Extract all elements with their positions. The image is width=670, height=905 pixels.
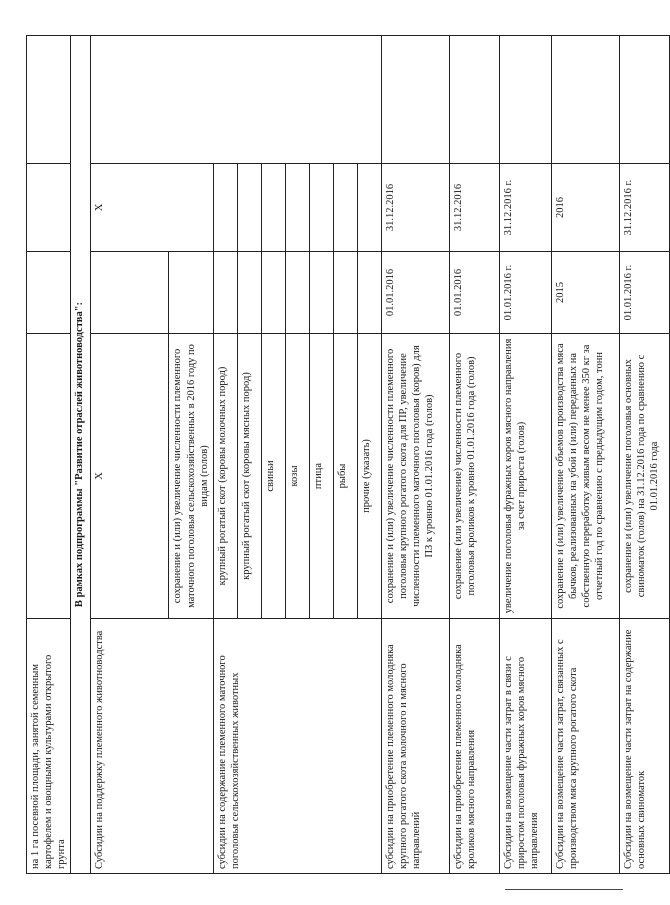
- row-end: 2016: [551, 164, 619, 252]
- row-label: субсидии на приобретение племенного молодняка крупного рогатого скота молочного и мясного направлений: [381, 619, 449, 874]
- row-indicator: сохранение (или увеличение) численности племенного поголовья кроликов к уровню 01.01.2016 года (голов): [449, 334, 499, 619]
- row-start: 2015: [551, 252, 619, 334]
- kind-end: [285, 164, 309, 252]
- breeding-start: [169, 252, 213, 334]
- kind-start: [237, 252, 261, 334]
- row-start: 01.01.2016: [381, 252, 449, 334]
- table-row: [449, 36, 499, 874]
- kind-start: [333, 252, 357, 334]
- support-label: Субсидии на поддержку племенного животноводства: [91, 619, 213, 874]
- row-end: 31.12.2016 г.: [499, 164, 551, 252]
- row-start: 01.01.2016: [449, 252, 499, 334]
- row-start: 01.01.2016 г.: [619, 252, 669, 334]
- subsidy-table: [26, 35, 670, 874]
- table-row-top: [27, 36, 71, 874]
- table-row-support: [91, 36, 169, 874]
- kind-end: [333, 164, 357, 252]
- table-row: [619, 36, 669, 874]
- kind-end: [213, 164, 237, 252]
- blank-column: [91, 36, 381, 164]
- row-extra: [499, 36, 551, 164]
- kind-start: [261, 252, 285, 334]
- row-extra: [551, 36, 619, 164]
- kind-start: [285, 252, 309, 334]
- top-row-end: [27, 164, 71, 252]
- row-end: 31.12.2016 г.: [619, 164, 669, 252]
- row-indicator: сохранение и (или) увеличение поголовья основных свиноматок (голов) на 31.12.2016 года по сравнению с 01.01.2016 года: [619, 334, 669, 619]
- kind-label: козы: [285, 334, 309, 619]
- table-row: [499, 36, 551, 874]
- table-row: [381, 36, 449, 874]
- row-indicator: увеличение поголовья фуражных коров мясного направления за счет прироста (голов): [499, 334, 551, 619]
- row-label: Субсидии на возмещение части затрат в связи с приростом поголовья фуражных коров мясного направления: [499, 619, 551, 874]
- kind-label: крупный рогатый скот (коровы молочных пород): [213, 334, 237, 619]
- support-end: X: [91, 164, 213, 252]
- row-extra: [381, 36, 449, 164]
- kind-start: [357, 252, 381, 334]
- breeding-indicator: сохранение и (или) увеличение численности племенного маточного поголовья сельскохозяйственных в 2016 году по видам (голов): [169, 334, 213, 619]
- kind-end: [237, 164, 261, 252]
- top-row-extra: [27, 36, 71, 164]
- top-row-start: [27, 252, 71, 334]
- rotated-page: [26, 36, 660, 874]
- row-end: 31.12.2016: [381, 164, 449, 252]
- row-extra: [619, 36, 669, 164]
- row-indicator: сохранение и (или) увеличение численности племенного поголовья крупного рогатого скота для ПР, увеличение численности племенного маточного поголовья (коров) для ПЗ к уровню 01.01.2016 года (голов): [381, 334, 449, 619]
- row-label: Субсидии на возмещение части затрат, связанных с производством мяса крупного рогатого скота: [551, 619, 619, 874]
- kind-end: [357, 164, 381, 252]
- row-end: 31.12.2016: [449, 164, 499, 252]
- section-header: В рамках подпрограммы "Развитие отраслей животноводства":: [71, 36, 91, 874]
- top-row-label: на 1 га посевной площади, занятой семенным картофелем и овощными культурами открытого грунта: [27, 619, 71, 874]
- kind-label: свиньи: [261, 334, 285, 619]
- kind-label: прочие (указать): [357, 334, 381, 619]
- support-indicator: X: [91, 334, 169, 619]
- row-start: 01.01.2016 г.: [499, 252, 551, 334]
- support-start: [91, 252, 169, 334]
- kind-label: крупный рогатый скот (коровы мясных пород): [237, 334, 261, 619]
- row-label: субсидии на приобретение племенного молодняка кроликов мясного направления: [449, 619, 499, 874]
- top-row-indicator: [27, 334, 71, 619]
- kind-end: [309, 164, 333, 252]
- kind-label: рыбы: [333, 334, 357, 619]
- kind-end: [261, 164, 285, 252]
- table-row: [551, 36, 619, 874]
- row-label: Субсидии на возмещение части затрат на содержание основных свиноматок: [619, 619, 669, 874]
- row-extra: [449, 36, 499, 164]
- kind-start: [309, 252, 333, 334]
- table-row-section: [71, 36, 91, 874]
- bottom-rule: [505, 889, 623, 890]
- kind-label: птица: [309, 334, 333, 619]
- breeding-subsidy-label: субсидии на содержание племенного маточного поголовья сельскохозяйственных животных: [213, 619, 381, 874]
- kind-start: [213, 252, 237, 334]
- row-indicator: сохранение и (или) увеличение объемов производства мяса бычков, реализованных на убой и (или) переданных на собственную переработку живым весом не менее 350 кг за отчетный год по сравнению с предыдущим годом, тонн: [551, 334, 619, 619]
